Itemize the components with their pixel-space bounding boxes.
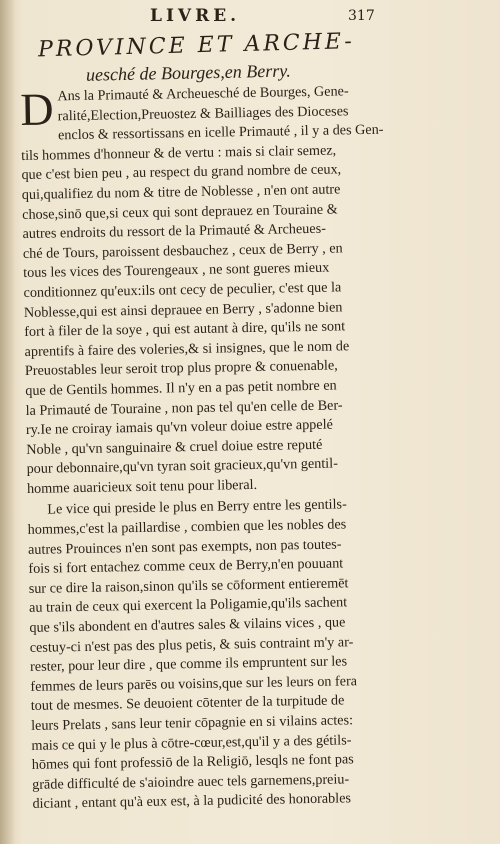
text-line: Noblesse,qui est ainsi deprauee en Berry , s'adonne bien <box>23 298 343 321</box>
text-line: qui,qualifiez du nom & titre de Noblesse , n'en ont autre <box>21 181 341 203</box>
text-line: ry.Ie ne croiray iamais qu'vn voleur doiue estre appelé <box>25 416 334 439</box>
running-head: LIVRE. <box>150 6 241 26</box>
text-line: femmes de leurs parēs ou voisins,que sur les leurs on fera <box>30 673 358 695</box>
text-line: au train de ceux qui exercent la Poligamie,qu'ils sachent <box>28 594 348 617</box>
text-line: chose,sinō que,si ceux qui sont deprauez en Touraine & <box>22 201 338 223</box>
text-line: grāde difficulté de s'aioindre auec tels garnemens,preiu- <box>32 771 350 793</box>
text-line: tout de mesmes. Se deuoient cōtenter de la turpitude de <box>30 692 345 715</box>
text-line: rester, pour leur dire , que comme ils empruntent sur les <box>29 653 348 676</box>
text-line: pour debonnaire,qu'vn tyran soit gracieux,qu'vn gentil- <box>26 455 338 478</box>
text-line: leurs Prelats , sans leur tenir cōpagnie en si vilains actes: <box>30 712 354 734</box>
text-line: Ans la Primauté & Archeuesché de Bourges, Gene- <box>57 83 349 105</box>
text-line: homme auaricieux soit tenu pour liberal. <box>26 476 258 497</box>
text-line: conditionnez qu'eux:ils ont cecy de peculier, c'est que la <box>23 279 342 301</box>
text-line: hommes,c'est la paillardise , combien que les nobles des <box>27 516 347 538</box>
text-line: fois si fort entachez comme ceux de Berry,n'en pouuant <box>28 555 344 578</box>
section-title: PROVINCE ET ARCHE- <box>37 29 356 63</box>
body-text <box>20 81 421 815</box>
text-line: Preuostables leur seroit trop plus propre & conuenable, <box>24 357 338 380</box>
page-number: 317 <box>348 8 375 24</box>
page-gutter <box>0 0 14 844</box>
text-line: hōmes qui font professiō de la Religiō, lesqls ne font pas <box>31 751 354 774</box>
text-line: sur ce dire la raison,sinon qu'ils se cōforment entieremēt <box>28 575 349 597</box>
text-line: autres Prouinces n'en sont pas exempts, non pas toutes- <box>27 536 342 558</box>
text-line: diciant , entant qu'à eux est, à la pudicité des honorables <box>32 790 352 813</box>
text-line: autres endroits du ressort de la Primauté & Archeues- <box>22 220 327 243</box>
text-line: Le vice qui preside le plus en Berry entre les gentils- <box>47 496 347 519</box>
text-line: que s'ils abondent en d'autres sales & vilains vices , que <box>29 614 346 636</box>
text-line: Noble , qu'vn sanguinaire & cruel doiue estre reputé <box>26 436 323 458</box>
section-subtitle: uesché de Bourges,en Berry. <box>85 60 291 85</box>
page-header <box>0 6 500 30</box>
text-line: que c'est bien peu , au respect du grand nombre de ceux, <box>21 161 342 184</box>
text-line: aprentifs à faire des voleries,& si insignes, que le nom de <box>24 338 350 360</box>
text-line: cestuy-ci n'est pas des plus petis, & suis contraint m'y ar- <box>29 633 354 656</box>
text-line: mais ce qui y le plus à cōtre-cœur,est,qu'il y a des gétils- <box>31 731 352 754</box>
text-line: que de Gentils hommes. Il n'y en a pas petit nombre en <box>25 377 337 399</box>
text-line: fort à filer de la soye , qui est autant à dire, qu'ils ne sont <box>24 318 346 341</box>
text-line: ché de Tours, paroissent desbauchez , ceux de Berry , en <box>22 240 343 262</box>
paragraph-1 <box>20 81 415 499</box>
text-line: la Primauté de Touraine , non pas tel qu'en celle de Ber- <box>25 396 343 419</box>
text-line: ralité,Election,Preuostez & Bailliages des Dioceses <box>57 102 349 124</box>
text-line: enclos & ressortissans en icelle Primauté , il y a des Gen- <box>57 121 384 144</box>
drop-cap: D <box>19 83 55 135</box>
text-line: tils hommes d'honneur & de vertu : mais si clair semez, <box>21 142 337 164</box>
text-line: tous les vices des Tourengeaux , ne sont gueres mieux <box>23 259 330 282</box>
paragraph-2 <box>27 495 420 815</box>
